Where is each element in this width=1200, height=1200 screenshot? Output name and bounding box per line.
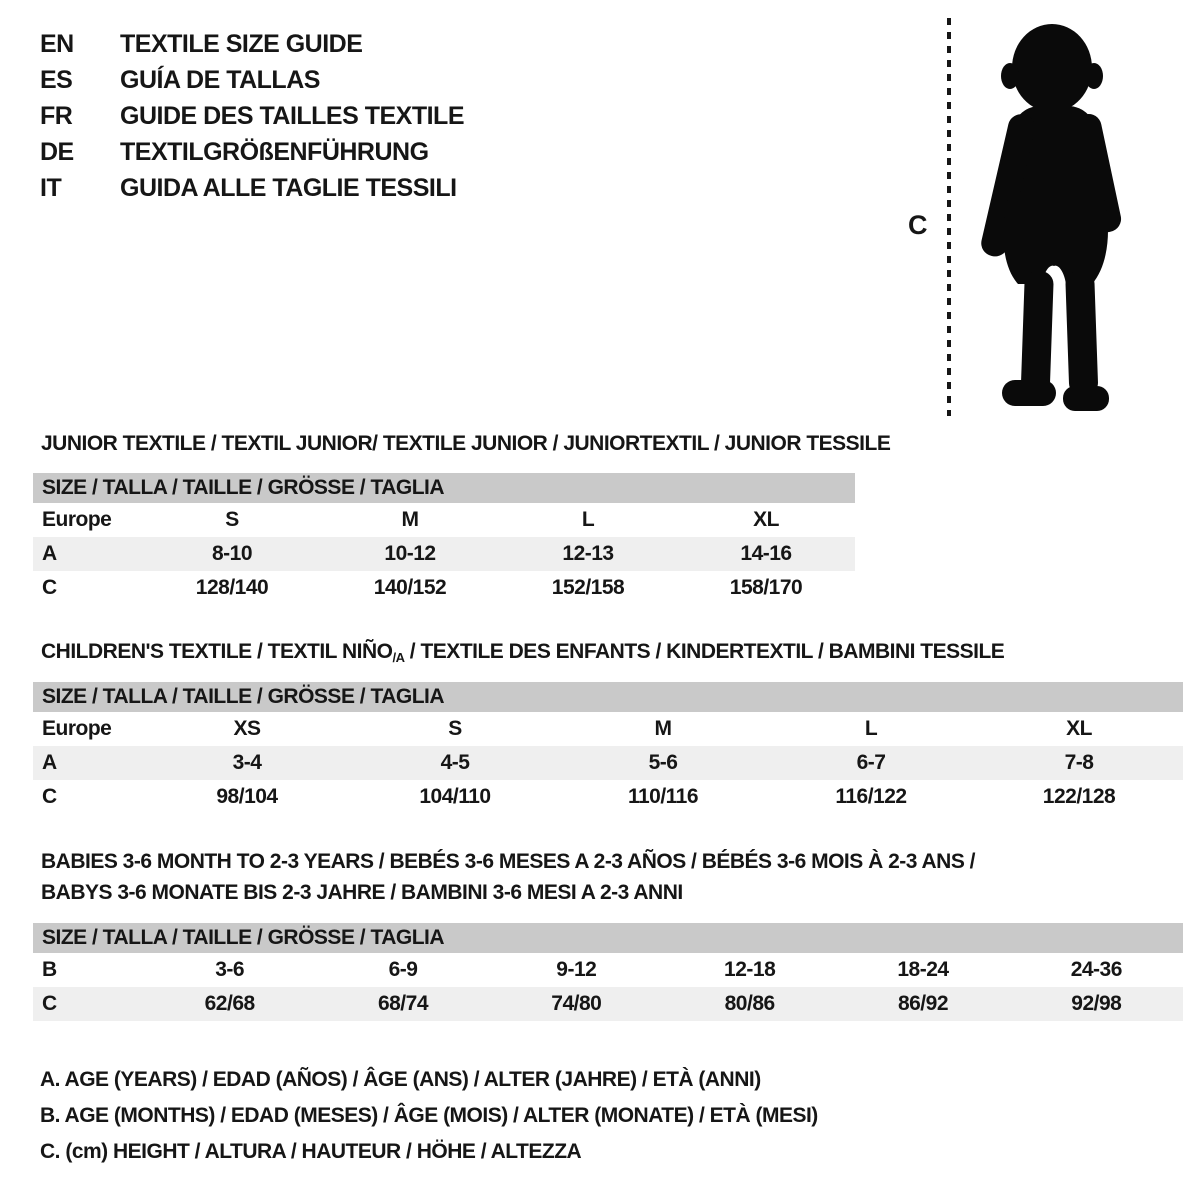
babies-title-line2: BABYS 3-6 MONATE BIS 2-3 JAHRE / BAMBINI 3-6 MESI A 2-3 ANNI <box>41 881 683 904</box>
table-row <box>33 987 1183 1021</box>
babies-title-line1: BABIES 3-6 MONTH TO 2-3 YEARS / BEBÉS 3-6 MESES A 2-3 AÑOS / BÉBÉS 3-6 MOIS À 2-3 ANS / <box>41 850 976 873</box>
size-value: L <box>581 508 595 531</box>
lang-row-en <box>40 26 464 62</box>
size-value: 24-36 <box>1070 958 1122 981</box>
row-label: Europe <box>42 717 112 740</box>
lang-row-de <box>40 134 464 170</box>
size-value: 92/98 <box>1071 992 1122 1015</box>
children-title-sub: /A <box>392 650 405 665</box>
size-value: 98/104 <box>216 785 278 808</box>
children-size-header: SIZE / TALLA / TAILLE / GRÖSSE / TAGLIA <box>33 682 1183 712</box>
size-value: 110/116 <box>627 785 699 808</box>
row-label: A <box>42 542 57 565</box>
lang-row-fr <box>40 98 464 134</box>
lang-code: ES <box>40 65 73 94</box>
size-value: 18-24 <box>897 958 949 981</box>
lang-title: GUIDE DES TAILLES TEXTILE <box>120 101 465 130</box>
row-label: Europe <box>42 508 112 531</box>
lang-title: GUIDA ALLE TAGLIE TESSILI <box>120 173 457 202</box>
row-label: C <box>42 576 57 599</box>
junior-size-header: SIZE / TALLA / TAILLE / GRÖSSE / TAGLIA <box>33 473 855 503</box>
size-value: 128/140 <box>195 576 269 599</box>
children-title-part2: / TEXTILE DES ENFANTS / KINDERTEXTIL / BAMBINI TESSILE <box>404 640 1005 663</box>
height-measure-label: C <box>908 210 927 240</box>
size-value: 10-12 <box>384 542 436 565</box>
size-value: L <box>864 717 878 740</box>
row-label: A <box>42 751 57 774</box>
lang-code: EN <box>40 29 74 58</box>
size-value: 12-13 <box>562 542 614 565</box>
junior-size-table <box>33 503 855 605</box>
size-value: 12-18 <box>724 958 776 981</box>
size-value: XS <box>233 717 261 740</box>
size-value: 86/92 <box>897 992 949 1015</box>
size-value: 74/80 <box>551 992 602 1015</box>
height-measure-dashed-line <box>947 18 951 416</box>
table-row <box>33 780 1183 814</box>
size-value: 7-8 <box>1064 751 1094 774</box>
size-value: 14-16 <box>740 542 792 565</box>
size-value: 3-4 <box>232 751 262 774</box>
size-value: 152/158 <box>551 576 625 599</box>
size-value: M <box>654 717 672 740</box>
lang-title: TEXTILE SIZE GUIDE <box>120 29 363 58</box>
lang-title: GUÍA DE TALLAS <box>120 65 320 94</box>
junior-textile-section <box>33 432 891 605</box>
size-value: 5-6 <box>648 751 678 774</box>
size-value: 62/68 <box>204 992 255 1015</box>
table-row <box>33 712 1183 746</box>
size-value: XL <box>1066 717 1092 740</box>
table-row <box>33 746 1183 780</box>
size-value: 80/86 <box>724 992 775 1015</box>
size-value: 104/110 <box>419 785 491 808</box>
babies-size-header: SIZE / TALLA / TAILLE / GRÖSSE / TAGLIA <box>33 923 1183 953</box>
language-title-list <box>40 26 464 206</box>
size-value: S <box>448 717 462 740</box>
babies-textile-section <box>33 846 1183 1021</box>
size-value: 6-9 <box>388 958 418 981</box>
size-value: 158/170 <box>729 576 803 599</box>
table-row <box>33 571 855 605</box>
size-value: 3-6 <box>215 958 245 981</box>
lang-code: IT <box>40 173 62 202</box>
note-age-months: B. AGE (MONTHS) / EDAD (MESES) / ÂGE (MOIS) / ALTER (MONATE) / ETÀ (MESI) <box>40 1104 818 1127</box>
legend-notes <box>40 1062 818 1170</box>
note-age-years: A. AGE (YEARS) / EDAD (AÑOS) / ÂGE (ANS) / ALTER (JAHRE) / ETÀ (ANNI) <box>40 1068 761 1091</box>
babies-section-title <box>33 846 1183 908</box>
junior-section-title: JUNIOR TEXTILE / TEXTIL JUNIOR/ TEXTILE JUNIOR / JUNIORTEXTIL / JUNIOR TESSILE <box>41 432 891 455</box>
size-value: 68/74 <box>377 992 429 1015</box>
lang-title: TEXTILGRÖßENFÜHRUNG <box>120 137 429 166</box>
size-value: S <box>225 508 239 531</box>
babies-size-table <box>33 953 1183 1021</box>
size-value: 140/152 <box>373 576 447 599</box>
size-value: 116/122 <box>835 785 907 808</box>
height-measure-figure <box>900 14 1200 428</box>
toddler-silhouette-icon <box>966 14 1136 418</box>
size-value: 8-10 <box>211 542 253 565</box>
size-value: XL <box>753 508 779 531</box>
size-value: 4-5 <box>440 751 470 774</box>
children-size-table <box>33 712 1183 814</box>
children-textile-section <box>33 640 1183 814</box>
lang-code: FR <box>40 101 73 130</box>
size-value: 122/128 <box>1042 785 1116 808</box>
lang-row-es <box>40 62 464 98</box>
size-value: M <box>401 508 419 531</box>
row-label: B <box>42 958 57 981</box>
note-height-cm: C. (cm) HEIGHT / ALTURA / HAUTEUR / HÖHE / ALTEZZA <box>40 1140 582 1163</box>
size-value: 6-7 <box>856 751 886 774</box>
lang-code: DE <box>40 137 74 166</box>
table-row <box>33 953 1183 987</box>
lang-row-it <box>40 170 464 206</box>
row-label: C <box>42 992 57 1015</box>
children-title-part1: CHILDREN'S TEXTILE / TEXTIL NIÑO <box>41 640 393 663</box>
children-section-title <box>33 640 1183 665</box>
size-value: 9-12 <box>556 958 597 981</box>
table-row <box>33 503 855 537</box>
table-row <box>33 537 855 571</box>
row-label: C <box>42 785 57 808</box>
